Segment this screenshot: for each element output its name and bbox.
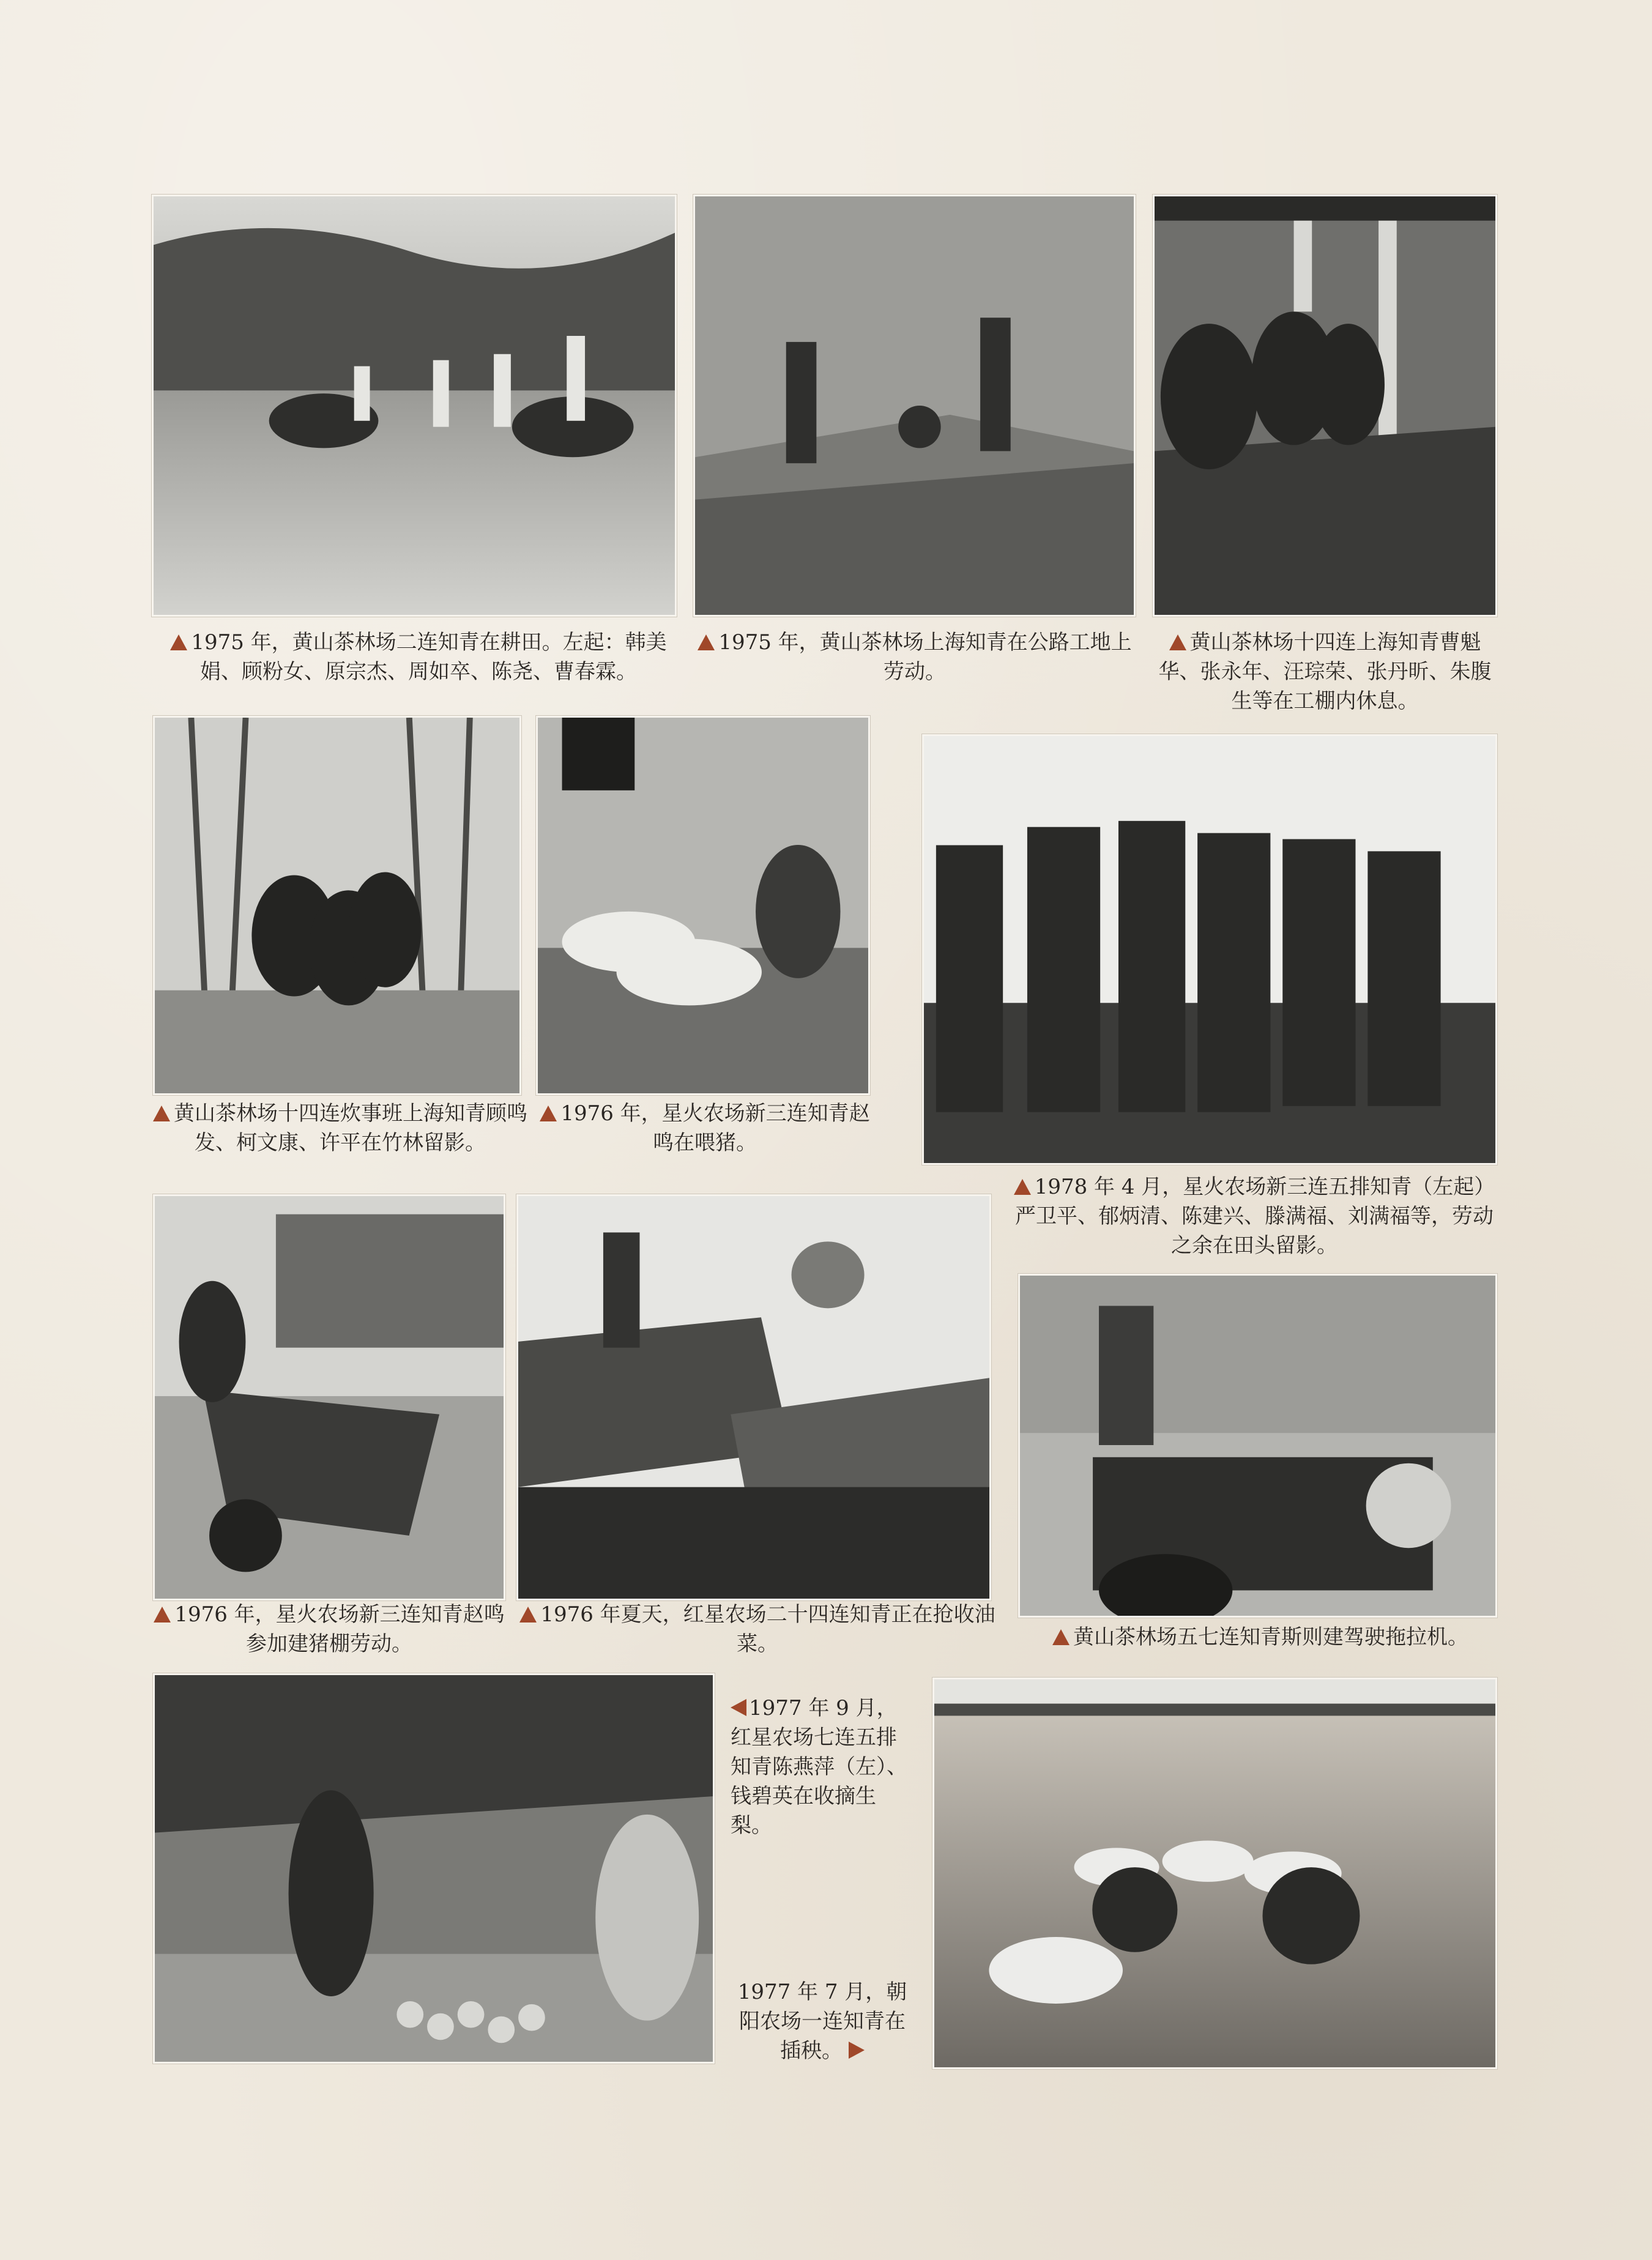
caption-text: 黄山茶林场十四连上海知青曹魁华、张永年、汪琮荣、张丹昕、朱腹生等在工棚内休息。: [1158, 630, 1492, 713]
caption-text: 1977 年 9 月，红星农场七连五排知青陈燕萍（左）、钱碧英在收摘生梨。: [731, 1696, 907, 1838]
caption-pigs: [540, 1099, 870, 1158]
triangle-up-icon: [698, 634, 715, 650]
photo-plowing-field: [152, 195, 677, 617]
caption-tractor: [1016, 1623, 1505, 1652]
caption-text: 1978 年 4 月，星火农场新三连五排知青（左起）严卫平、郁炳清、陈建兴、滕满福、刘满福等，劳动之余在田头留影。: [1015, 1175, 1495, 1258]
caption-text: 1976 年，星火农场新三连知青赵鸣在喂猪。: [560, 1101, 870, 1155]
triangle-up-icon: [519, 1607, 537, 1623]
caption-text: 1975 年，黄山茶林场二连知青在耕田。左起：韩美娟、顾粉女、原宗杰、周如卒、陈尧、曹春霖。: [191, 630, 667, 684]
triangle-up-icon: [1014, 1179, 1031, 1195]
triangle-left-icon: [731, 1699, 746, 1716]
triangle-up-icon: [170, 634, 187, 650]
caption-field-group: [1010, 1172, 1499, 1260]
caption-text: 黄山茶林场十四连炊事班上海知青顾鸣发、柯文康、许平在竹林留影。: [174, 1101, 527, 1155]
triangle-up-icon: [154, 1607, 171, 1623]
caption-pear: [731, 1693, 914, 1840]
photo-pigsty-cart: [153, 1194, 505, 1600]
triangle-up-icon: [1052, 1629, 1070, 1645]
caption-text: 1977 年 7 月，朝阳农场一连知青在插秧。: [737, 1980, 907, 2063]
caption-plowing: [152, 628, 685, 686]
caption-road: [698, 628, 1132, 686]
caption-rice: [731, 1977, 914, 2065]
triangle-right-icon: [849, 2042, 865, 2059]
triangle-up-icon: [1169, 634, 1186, 650]
photo-rice-transplanting: [932, 1678, 1497, 2069]
caption-text: 1976 年，星火农场新三连知青赵鸣参加建猪棚劳动。: [174, 1602, 505, 1656]
photo-pear-picking: [153, 1673, 715, 2064]
caption-shed: [1153, 628, 1497, 716]
caption-bamboo: [153, 1099, 527, 1158]
triangle-up-icon: [153, 1106, 170, 1121]
caption-cart: [153, 1600, 505, 1659]
photo-tractor: [1018, 1274, 1497, 1618]
caption-harvest: [519, 1600, 996, 1659]
triangle-up-icon: [540, 1106, 557, 1121]
caption-text: 1975 年，黄山茶林场上海知青在公路工地上劳动。: [718, 630, 1132, 684]
photo-shed-rest: [1153, 195, 1497, 617]
photo-bamboo-forest: [153, 716, 521, 1095]
caption-text: 1976 年夏天，红星农场二十四连知青正在抢收油菜。: [540, 1602, 995, 1656]
photo-harvest-rapeseed: [516, 1194, 991, 1600]
photo-road-construction: [693, 195, 1136, 617]
photo-field-group: [922, 734, 1497, 1165]
caption-text: 黄山茶林场五七连知青斯则建驾驶拖拉机。: [1073, 1625, 1468, 1649]
photo-feeding-pigs: [536, 716, 870, 1095]
